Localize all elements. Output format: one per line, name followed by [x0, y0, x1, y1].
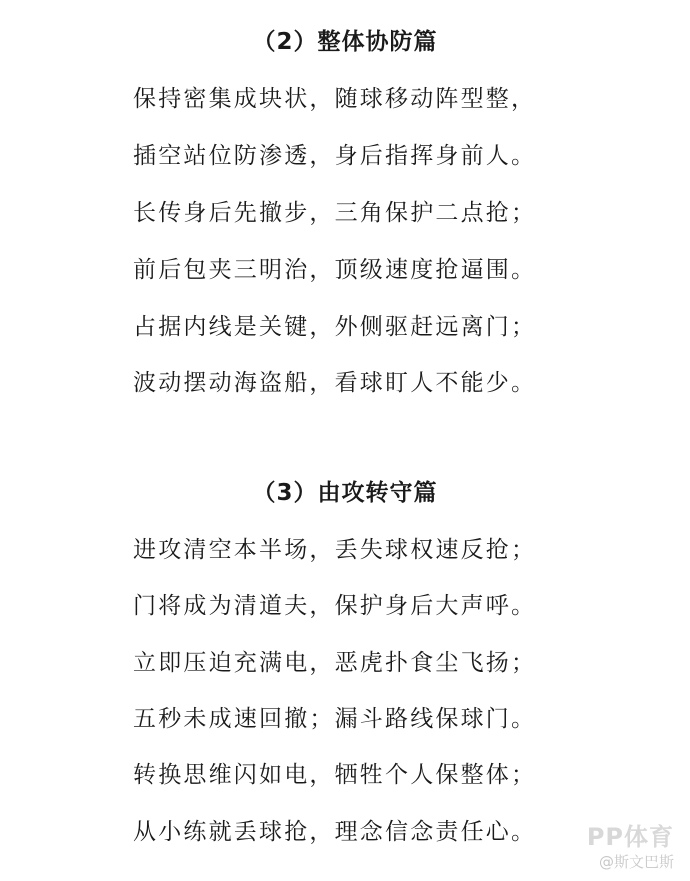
verse-line: 占据内线是关键，外侧驱赶远离门； — [133, 314, 537, 340]
section-title: （2）整体协防篇 — [252, 29, 438, 55]
verse-line: 波动摆动海盗船，看球盯人不能少。 — [133, 370, 537, 396]
watermark — [538, 823, 678, 871]
verse-line: 保持密集成块状，随球移动阵型整， — [133, 86, 537, 112]
verse-line: 前后包夹三明治，顶级速度抢逼围。 — [133, 257, 537, 283]
verse-line: 插空站位防渗透，身后指挥身前人。 — [133, 143, 537, 169]
watermark-logo: PP体育 — [586, 823, 674, 851]
section-title: （3）由攻转守篇 — [252, 480, 438, 506]
verse-line: 从小练就丢球抢，理念信念责任心。 — [133, 819, 537, 845]
verse-line: 进攻清空本半场，丢失球权速反抢； — [133, 537, 537, 563]
verse-line: 立即压迫充满电，恶虎扑食尘飞扬； — [133, 650, 537, 676]
verse-line: 长传身后先撤步，三角保护二点抢； — [133, 200, 537, 226]
verse-line: 门将成为清道夫，保护身后大声呼。 — [133, 593, 537, 619]
watermark-handle: @斯文巴斯 — [598, 853, 674, 871]
verse-line: 转换思维闪如电，牺牲个人保整体； — [133, 762, 537, 788]
verse-line: 五秒未成速回撤；漏斗路线保球门。 — [133, 706, 537, 732]
